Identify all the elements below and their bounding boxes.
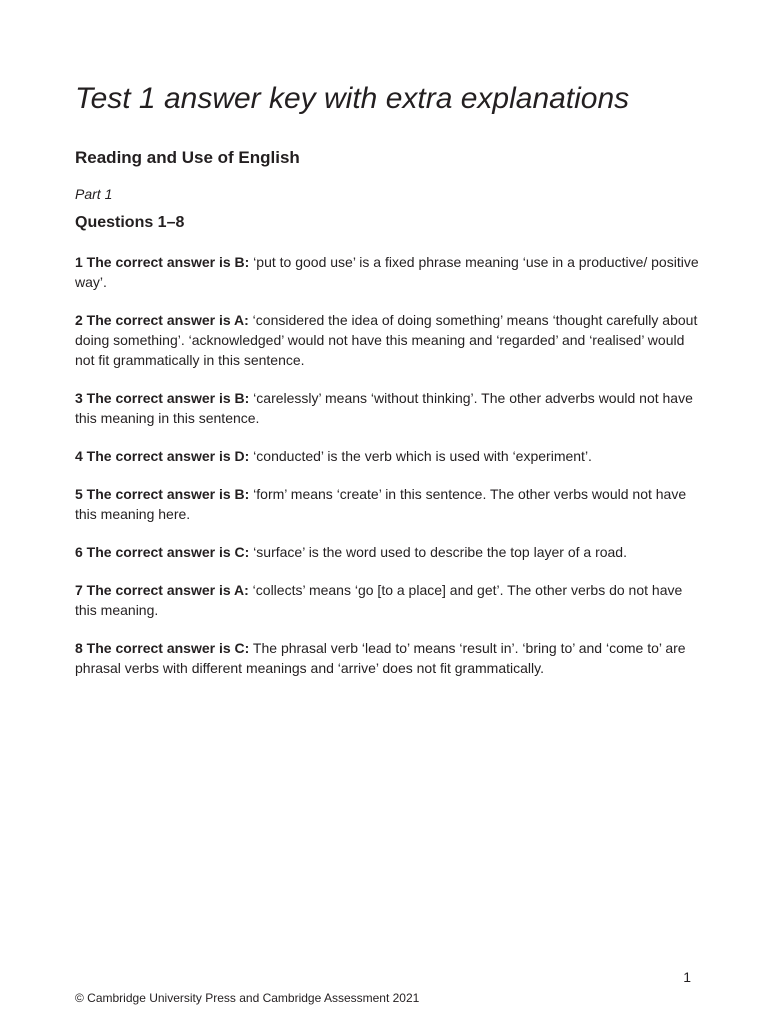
answer-item-1 <box>75 252 705 292</box>
answer-item-6 <box>75 542 705 562</box>
questions-heading: Questions 1–8 <box>75 214 185 231</box>
document-title: Test 1 answer key with extra explanations <box>75 82 630 115</box>
answer-lead: 8 The correct answer is C: <box>75 640 250 656</box>
answer-item-8 <box>75 638 705 678</box>
answer-item-3 <box>75 388 705 428</box>
answer-explanation: ‘surface’ is the word used to describe the top layer of a road. <box>249 544 627 560</box>
answer-explanation: ‘put to good use’ is a fixed phrase meaning ‘use in a productive/ positive way’. <box>75 254 699 290</box>
answer-explanation: ‘collects’ means ‘go [to a place] and get’. The other verbs do not have this meaning. <box>75 582 683 618</box>
answer-lead: 1 The correct answer is B: <box>75 254 250 270</box>
answer-item-4 <box>75 446 705 466</box>
answer-lead: 6 The correct answer is C: <box>75 544 250 560</box>
answer-explanation: ‘considered the idea of doing something’ means ‘thought carefully about doing something’. ‘acknowledged’ would not have this meaning and ‘regarded’ and ‘realised’ would not fit grammatically in this sentence. <box>75 312 698 368</box>
answer-item-7 <box>75 580 705 620</box>
answer-lead: 3 The correct answer is B: <box>75 390 250 406</box>
section-heading: Reading and Use of English <box>75 148 300 167</box>
answer-lead: 5 The correct answer is B: <box>75 486 250 502</box>
page-number: 1 <box>683 969 691 985</box>
answer-explanation: The phrasal verb ‘lead to’ means ‘result in’. ‘bring to’ and ‘come to’ are phrasal verbs with different meanings and ‘arrive’ does not fit grammatically. <box>75 640 686 676</box>
document-page <box>75 0 705 1024</box>
part-label: Part 1 <box>75 186 113 202</box>
copyright-footer: © Cambridge University Press and Cambridge Assessment 2021 <box>75 991 420 1005</box>
answer-item-2 <box>75 310 705 370</box>
answer-explanation: ‘form’ means ‘create’ in this sentence. The other verbs would not have this meaning here. <box>75 486 687 522</box>
answer-lead: 2 The correct answer is A: <box>75 312 249 328</box>
answer-explanation: ‘conducted’ is the verb which is used with ‘experiment’. <box>249 448 592 464</box>
answer-item-5 <box>75 484 705 524</box>
answer-lead: 4 The correct answer is D: <box>75 448 250 464</box>
answer-list <box>75 252 705 696</box>
answer-lead: 7 The correct answer is A: <box>75 582 249 598</box>
answer-explanation: ‘carelessly’ means ‘without thinking’. The other adverbs would not have this meaning in this sentence. <box>75 390 693 426</box>
